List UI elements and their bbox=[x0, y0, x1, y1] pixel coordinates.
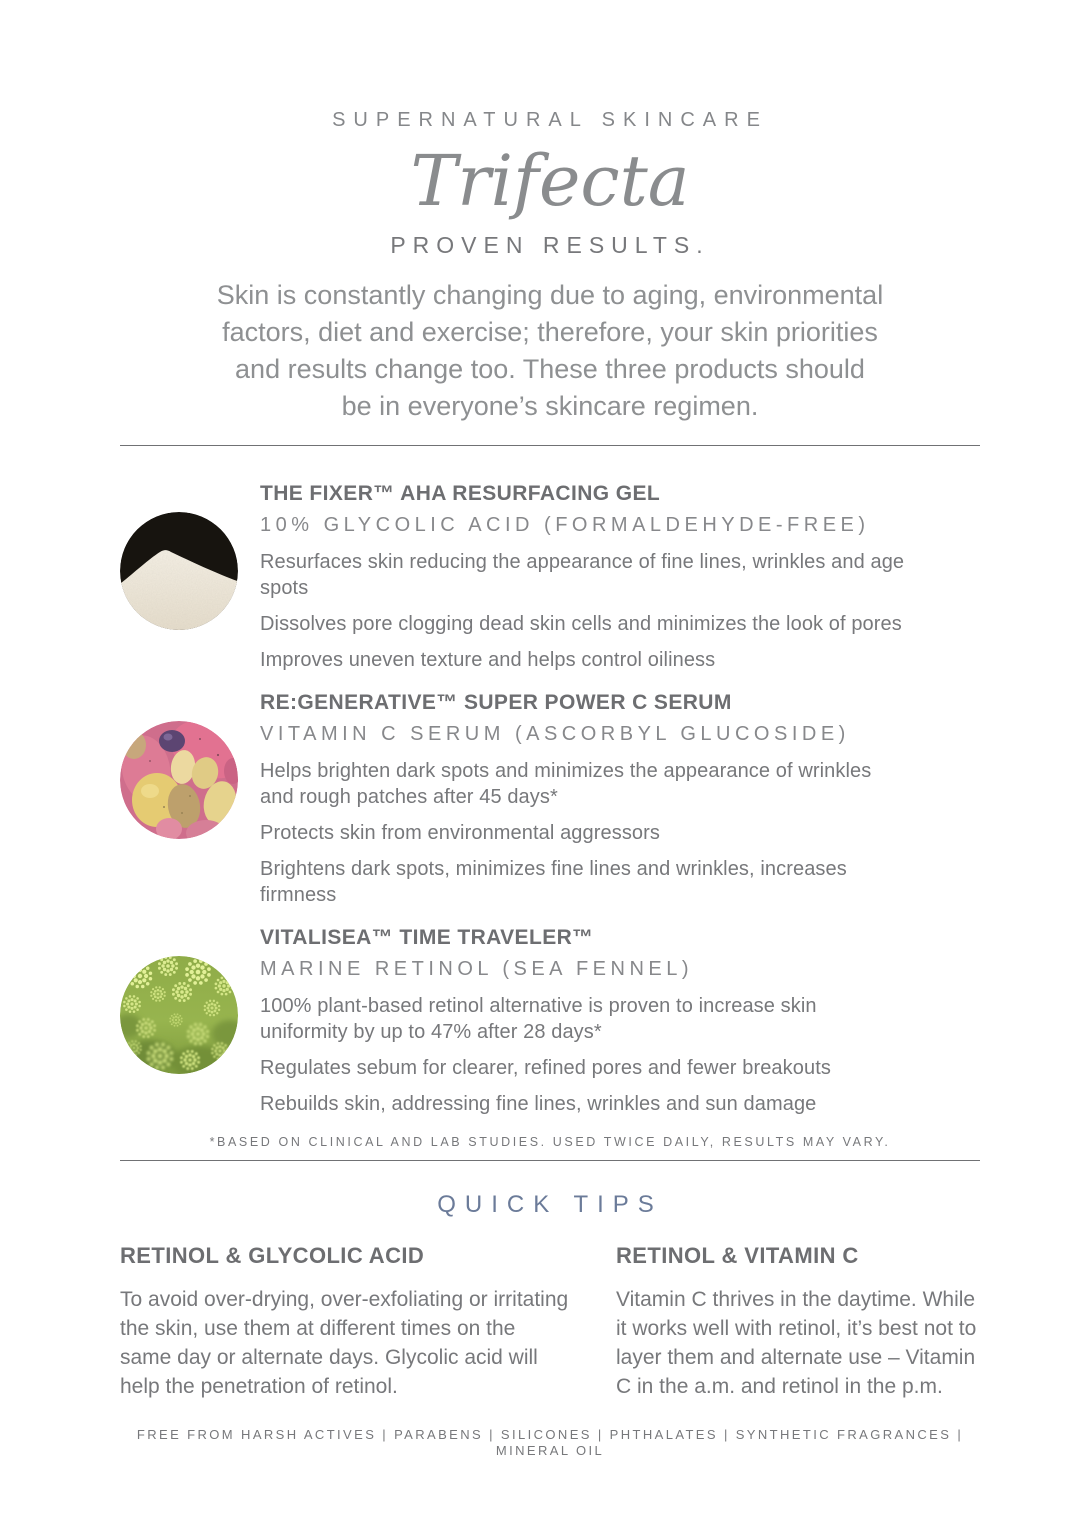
product-name: RE:GENERATIVE™ SUPER POWER C SERUM bbox=[260, 691, 732, 714]
quick-tips-heading: QUICK TIPS bbox=[437, 1191, 663, 1218]
product-benefit: Improves uneven texture and helps control oiliness bbox=[260, 649, 716, 671]
tip-heading: RETINOL & GLYCOLIC ACID bbox=[120, 1243, 425, 1268]
product-benefit: Brightens dark spots, minimizes fine lines and wrinkles, increases firmness bbox=[260, 858, 847, 906]
product-benefit: Helps brighten dark spots and minimizes the appearance of wrinkles and rough patches after 45 days* bbox=[260, 760, 872, 808]
sea-fennel-plant-image bbox=[120, 956, 238, 1074]
product-list bbox=[120, 482, 980, 1117]
intro-line: factors, diet and exercise; therefore, your skin priorities bbox=[222, 317, 878, 347]
tip-body: To avoid over-drying, over-exfoliating or irritating the skin, use them at different times on the same day or alternate days. Glycolic acid will help the penetration of retinol. bbox=[120, 1288, 569, 1398]
product-benefit: Dissolves pore clogging dead skin cells and minimizes the look of pores bbox=[260, 613, 902, 635]
bottom-divider bbox=[120, 1160, 980, 1161]
product-benefit: Regulates sebum for clearer, refined pores and fewer breakouts bbox=[260, 1057, 831, 1079]
product-name: VITALISEA™ TIME TRAVELER™ bbox=[260, 926, 594, 949]
product-section-fixer bbox=[120, 482, 980, 673]
tagline: PROVEN RESULTS. bbox=[390, 232, 710, 258]
tip-heading: RETINOL & VITAMIN C bbox=[616, 1243, 859, 1268]
product-info bbox=[260, 691, 916, 908]
product-benefit: Resurfaces skin reducing the appearance of fine lines, wrinkles and age spots bbox=[260, 551, 905, 599]
product-subtitle: VITAMIN C SERUM (ASCORBYL GLUCOSIDE) bbox=[260, 723, 850, 745]
intro-line: Skin is constantly changing due to aging, environmental bbox=[216, 280, 884, 310]
product-benefit: Rebuilds skin, addressing fine lines, wrinkles and sun damage bbox=[260, 1093, 817, 1115]
free-from-footer: FREE FROM HARSH ACTIVES | PARABENS | SILICONES | PHTHALATES | SYNTHETIC FRAGRANCES | MINERAL OIL bbox=[136, 1427, 964, 1458]
tips-columns bbox=[120, 1243, 980, 1401]
glycolic-acid-powder-image bbox=[120, 512, 238, 630]
tip-body: Vitamin C thrives in the daytime. While it works well with retinol, it’s best not to layer them and alternate use – Vitamin C in the a.m. and retinol in the p.m. bbox=[616, 1288, 977, 1398]
tip-retinol-vitamin-c bbox=[616, 1243, 980, 1401]
intro-line: be in everyone’s skincare regimen. bbox=[341, 391, 759, 421]
product-name: THE FIXER™ AHA RESURFACING GEL bbox=[260, 482, 661, 505]
clinical-footnote: *BASED ON CLINICAL AND LAB STUDIES. USED TWICE DAILY, RESULTS MAY VARY. bbox=[209, 1135, 891, 1149]
product-benefit: Protects skin from environmental aggressors bbox=[260, 822, 661, 844]
intro-line: and results change too. These three products should bbox=[235, 354, 865, 384]
quick-tips-section bbox=[120, 1193, 980, 1401]
intro-paragraph bbox=[120, 277, 980, 425]
product-subtitle: MARINE RETINOL (SEA FENNEL) bbox=[260, 958, 694, 980]
masthead bbox=[120, 0, 980, 425]
page-title: Trifecta bbox=[410, 140, 690, 222]
product-subtitle: 10% GLYCOLIC ACID (FORMALDEHYDE-FREE) bbox=[260, 514, 870, 536]
top-divider bbox=[120, 445, 980, 446]
product-section-regenerative bbox=[120, 691, 980, 908]
product-info bbox=[260, 482, 916, 673]
product-info bbox=[260, 926, 916, 1117]
product-benefit: 100% plant-based retinol alternative is proven to increase skin uniformity by up to 47% after 28 days* bbox=[260, 995, 817, 1043]
product-section-vitalisea bbox=[120, 926, 980, 1117]
brand-name: SUPERNATURAL SKINCARE bbox=[332, 109, 768, 131]
colorful-potatoes-image bbox=[120, 721, 238, 839]
tip-retinol-glycolic bbox=[120, 1243, 572, 1401]
